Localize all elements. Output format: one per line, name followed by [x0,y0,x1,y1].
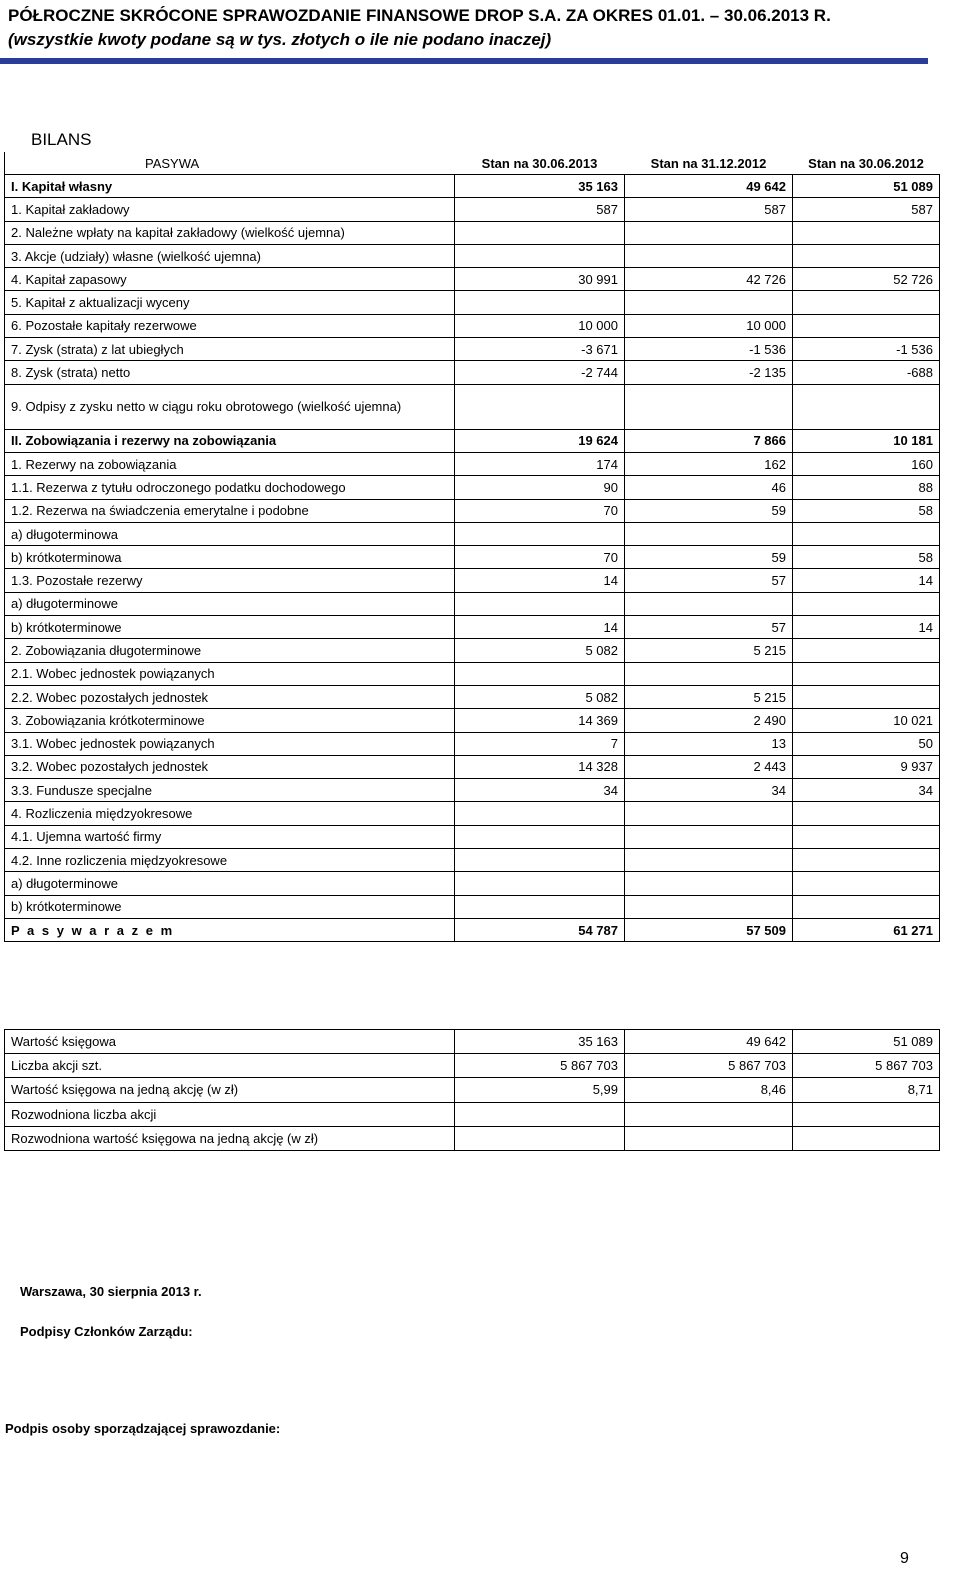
value-cell [625,872,793,895]
value-cell: 34 [793,779,940,802]
table-row [5,429,940,452]
value-cell: 8,71 [793,1078,940,1102]
column-header: Stan na 31.12.2012 [625,152,793,175]
row-label [5,361,455,384]
row-label [5,1030,455,1054]
row-label-text: 8. Zysk (strata) netto [11,365,131,381]
row-label [5,755,455,778]
value-cell: 34 [455,779,625,802]
value-cell: -688 [793,361,940,384]
value-cell: 59 [625,546,793,569]
row-label [5,314,455,337]
row-label-text: 2. Należne wpłaty na kapitał zakładowy (wielkość ujemna) [11,225,345,241]
value-cell: 30 991 [455,268,625,291]
value-cell [455,592,625,615]
value-cell: 160 [793,452,940,475]
value-cell: 5 867 703 [455,1054,625,1078]
table-row [5,476,940,499]
row-label-text: 4.2. Inne rozliczenia międzyokresowe [11,852,228,868]
row-label [5,1054,455,1078]
table-row [5,849,940,872]
value-cell: 34 [625,779,793,802]
value-cell [455,895,625,918]
table-row [5,592,940,615]
value-cell: 51 089 [793,175,940,198]
table-header-row [5,152,940,175]
value-cell: 57 [625,569,793,592]
value-cell [793,384,940,429]
value-cell: -1 536 [793,338,940,361]
value-cell: 162 [625,452,793,475]
value-cell [455,384,625,429]
value-cell [793,592,940,615]
table-row [5,1078,940,1102]
row-label [5,872,455,895]
value-cell [793,1102,940,1126]
table-row [5,1030,940,1054]
value-cell: 19 624 [455,429,625,452]
value-cell: 54 787 [455,918,625,941]
balance-sheet-table [4,152,940,942]
document-header [8,4,928,52]
value-cell: 7 866 [625,429,793,452]
row-label [5,849,455,872]
row-label [5,639,455,662]
row-label-text: 1.1. Rezerwa z tytułu odroczonego podatku dochodowego [11,479,346,495]
table-row [5,175,940,198]
row-label [5,268,455,291]
table-row [5,616,940,639]
value-cell [793,522,940,545]
value-cell [625,221,793,244]
row-label [5,291,455,314]
value-cell [625,592,793,615]
row-label-text: 2.2. Wobec pozostałych jednostek [11,689,209,705]
row-label-text: 3.2. Wobec pozostałych jednostek [11,759,209,775]
table-row [5,662,940,685]
value-cell: 14 328 [455,755,625,778]
value-cell [793,825,940,848]
row-label-text: 2.1. Wobec jednostek powiązanych [11,666,215,682]
value-cell [455,1102,625,1126]
value-cell [455,825,625,848]
value-cell: 42 726 [625,268,793,291]
value-cell: 88 [793,476,940,499]
row-label [5,802,455,825]
row-label [5,476,455,499]
table-row [5,709,940,732]
value-cell: 46 [625,476,793,499]
value-cell [625,802,793,825]
value-cell: 13 [625,732,793,755]
value-cell [793,639,940,662]
row-label [5,662,455,685]
table-row [5,546,940,569]
table-row [5,268,940,291]
value-cell [793,221,940,244]
value-cell: 5,99 [455,1078,625,1102]
row-label [5,1078,455,1102]
value-cell [455,872,625,895]
value-cell [625,384,793,429]
value-cell: 59 [625,499,793,522]
header-rule [0,58,928,64]
table-row [5,291,940,314]
row-label [5,546,455,569]
row-label-text: b) krótkoterminowe [11,619,122,635]
row-label-text: b) krótkoterminowa [11,549,122,565]
value-cell: 57 509 [625,918,793,941]
value-cell: 35 163 [455,175,625,198]
row-label-text: 4.1. Ujemna wartość firmy [11,829,162,845]
value-cell: -2 135 [625,361,793,384]
row-label [5,1126,455,1150]
table-row [5,338,940,361]
value-cell: 5 215 [625,639,793,662]
table-row [5,244,940,267]
table-row [5,755,940,778]
row-label-text: 3.1. Wobec jednostek powiązanych [11,736,215,752]
row-label [5,616,455,639]
value-cell [793,1126,940,1150]
value-cell [625,895,793,918]
table-row [5,1054,940,1078]
row-label-text: 4. Rozliczenia międzyokresowe [11,806,193,822]
row-label-text: Liczba akcji szt. [11,1058,103,1074]
value-cell: 5 082 [455,685,625,708]
table-row [5,732,940,755]
value-cell [793,685,940,708]
report-subtitle: (wszystkie kwoty podane są w tys. złotych o ile nie podano inaczej) [8,30,552,49]
row-label-text: Wartość księgowa na jedną akcję (w zł) [11,1082,239,1098]
row-label [5,779,455,802]
report-title: PÓŁROCZNE SKRÓCONE SPRAWOZDANIE FINANSOWE DROP S.A. ZA OKRES 01.01. – 30.06.2013 R. [8,6,831,25]
value-cell: 61 271 [793,918,940,941]
value-cell [455,221,625,244]
row-label [5,709,455,732]
table-row [5,1126,940,1150]
row-label-text: 3. Zobowiązania krótkoterminowe [11,712,205,728]
value-cell: 8,46 [625,1078,793,1102]
value-cell: 5 867 703 [793,1054,940,1078]
table-row [5,895,940,918]
row-label-text: 2. Zobowiązania długoterminowe [11,642,202,658]
table-row [5,825,940,848]
value-cell [793,314,940,337]
value-cell: 5 215 [625,685,793,708]
value-cell: 5 082 [455,639,625,662]
row-label-text: b) krótkoterminowe [11,899,122,915]
value-cell: -1 536 [625,338,793,361]
table-row [5,918,940,941]
value-cell: 10 181 [793,429,940,452]
value-cell [625,522,793,545]
row-label-text: 1.2. Rezerwa na świadczenia emerytalne i podobne [11,503,309,519]
value-cell [455,662,625,685]
value-cell: 14 [793,616,940,639]
board-signatures-label: Podpisy Członków Zarządu: [20,1324,193,1339]
row-label [5,569,455,592]
row-label [5,685,455,708]
row-label [5,592,455,615]
value-cell: 14 [455,616,625,639]
row-label-text: a) długoterminowe [11,596,118,612]
value-cell [625,1102,793,1126]
row-label [5,175,455,198]
row-label [5,221,455,244]
value-cell [625,849,793,872]
value-cell: 10 021 [793,709,940,732]
table-row [5,685,940,708]
row-label-text: 3. Akcje (udziały) własne (wielkość ujemna) [11,248,261,264]
row-label [5,452,455,475]
value-cell [455,849,625,872]
value-cell: 2 490 [625,709,793,732]
value-cell [793,291,940,314]
value-cell: 49 642 [625,175,793,198]
row-label-text: 5. Kapitał z aktualizacji wyceny [11,295,190,311]
section-title: BILANS [31,130,92,149]
preparer-signature-label: Podpis osoby sporządzającej sprawozdanie: [5,1421,281,1436]
row-label-text: Rozwodniona wartość księgowa na jedną akcję (w zł) [11,1130,319,1146]
value-cell: 9 937 [793,755,940,778]
value-cell: 49 642 [625,1030,793,1054]
value-cell: 10 000 [455,314,625,337]
value-cell: 7 [455,732,625,755]
value-cell [625,825,793,848]
value-cell [793,895,940,918]
value-cell: 58 [793,546,940,569]
value-cell: 70 [455,499,625,522]
value-cell [455,244,625,267]
value-cell [625,291,793,314]
row-label-text: a) długoterminowe [11,875,118,891]
value-cell [625,244,793,267]
table-row [5,221,940,244]
row-label [5,732,455,755]
column-header: Stan na 30.06.2013 [455,152,625,175]
value-cell: 50 [793,732,940,755]
value-cell: 70 [455,546,625,569]
value-cell [455,522,625,545]
value-cell [625,662,793,685]
value-cell: 10 000 [625,314,793,337]
value-cell: 174 [455,452,625,475]
row-label [5,1102,455,1126]
row-label-text: 7. Zysk (strata) z lat ubiegłych [11,341,184,357]
value-cell: 14 [455,569,625,592]
value-cell: 90 [455,476,625,499]
value-cell: 2 443 [625,755,793,778]
row-label-text: P a s y w a r a z e m [11,922,175,938]
table-row [5,1102,940,1126]
row-label-text: II. Zobowiązania i rezerwy na zobowiązania [11,433,277,449]
table-row [5,314,940,337]
table-row [5,361,940,384]
row-label-text: 1. Kapitał zakładowy [11,201,130,217]
value-cell [455,291,625,314]
table-row [5,779,940,802]
table-row [5,522,940,545]
row-label [5,338,455,361]
row-label-text: I. Kapitał własny [11,178,113,194]
value-cell: 587 [793,198,940,221]
row-label-text: 4. Kapitał zapasowy [11,271,127,287]
value-cell: 57 [625,616,793,639]
row-label-text: a) długoterminowa [11,526,118,542]
value-cell [625,1126,793,1150]
value-cell [793,802,940,825]
table-row [5,198,940,221]
row-label-text: 6. Pozostałe kapitały rezerwowe [11,318,197,334]
row-label [5,522,455,545]
row-label-text: Rozwodniona liczba akcji [11,1106,157,1122]
place-date: Warszawa, 30 sierpnia 2013 r. [20,1284,202,1299]
book-value-table [4,1029,940,1151]
value-cell [455,802,625,825]
value-cell [793,244,940,267]
row-label-text: 1.3. Pozostałe rezerwy [11,573,143,589]
row-label-text: 9. Odpisy z zysku netto w ciągu roku obrotowego (wielkość ujemna) [11,398,402,414]
row-label [5,384,455,429]
table-row [5,569,940,592]
row-label [5,918,455,941]
value-cell: 5 867 703 [625,1054,793,1078]
page-number: 9 [900,1550,909,1567]
value-cell [793,872,940,895]
column-header: Stan na 30.06.2012 [793,152,940,175]
value-cell: -2 744 [455,361,625,384]
pasywa-header: PASYWA [5,152,455,175]
value-cell: 35 163 [455,1030,625,1054]
row-label [5,429,455,452]
table-row [5,802,940,825]
table-row [5,639,940,662]
value-cell [793,662,940,685]
table-row [5,499,940,522]
value-cell [793,849,940,872]
table-row [5,452,940,475]
row-label-text: 1. Rezerwy na zobowiązania [11,456,177,472]
value-cell: 587 [455,198,625,221]
row-label [5,244,455,267]
row-label [5,499,455,522]
value-cell: 52 726 [793,268,940,291]
table-row [5,384,940,429]
value-cell: -3 671 [455,338,625,361]
value-cell [455,1126,625,1150]
row-label [5,825,455,848]
value-cell: 14 [793,569,940,592]
row-label [5,198,455,221]
row-label-text: Wartość księgowa [11,1034,116,1050]
value-cell: 51 089 [793,1030,940,1054]
row-label [5,895,455,918]
row-label-text: 3.3. Fundusze specjalne [11,782,152,798]
table-row [5,872,940,895]
value-cell: 587 [625,198,793,221]
value-cell: 14 369 [455,709,625,732]
value-cell: 58 [793,499,940,522]
